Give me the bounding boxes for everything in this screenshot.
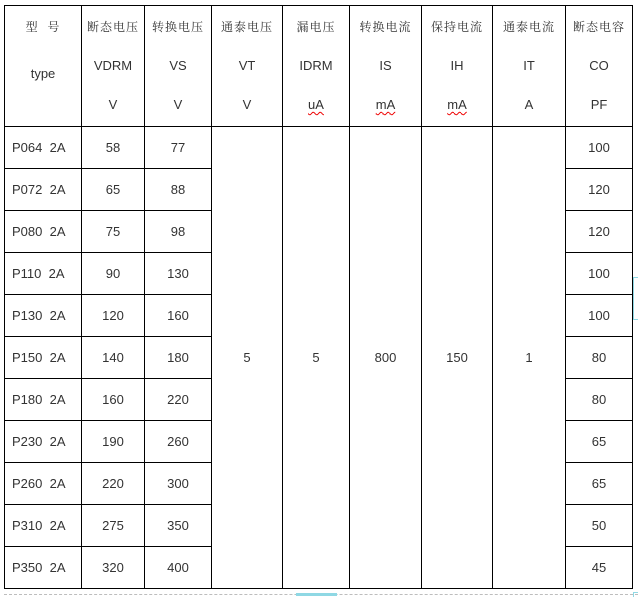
- cell-model: P072 2A: [5, 169, 82, 211]
- cell-vdrm: 275: [82, 505, 145, 547]
- cell-vs: 98: [145, 211, 212, 253]
- cell-it-merged: 1: [493, 127, 566, 589]
- spec-table: [4, 5, 633, 589]
- cell-model: P130 2A: [5, 295, 82, 337]
- cell-co: 100: [566, 253, 633, 295]
- col-header-co: [566, 6, 633, 127]
- col-header-vs: [145, 6, 212, 127]
- cell-model: P350 2A: [5, 547, 82, 589]
- cell-is-merged: 800: [350, 127, 422, 589]
- header-title-cn: 保持电流: [430, 20, 483, 34]
- cutoff-element-right-edge: [633, 277, 638, 320]
- header-symbol: type: [30, 66, 56, 81]
- col-header-vdrm: [82, 6, 145, 127]
- header-unit: A: [524, 97, 534, 112]
- cell-vs: 88: [145, 169, 212, 211]
- col-header-ih: [422, 6, 493, 127]
- cell-vdrm: 160: [82, 379, 145, 421]
- header-title-cn: 通泰电流: [502, 20, 555, 34]
- cell-model: P080 2A: [5, 211, 82, 253]
- header-title-cn: 漏电压: [296, 20, 336, 34]
- header-unit-spellcheck: mA: [447, 97, 467, 112]
- cell-vdrm: 190: [82, 421, 145, 463]
- cell-model: P310 2A: [5, 505, 82, 547]
- cell-vs: 77: [145, 127, 212, 169]
- cutoff-element-bottom-corner: [633, 592, 638, 597]
- table-header-row: [5, 6, 633, 127]
- cell-vs: 300: [145, 463, 212, 505]
- cell-co: 65: [566, 463, 633, 505]
- header-unit: V: [173, 97, 183, 112]
- cell-vs: 260: [145, 421, 212, 463]
- table-row: [5, 127, 633, 169]
- cell-vs: 160: [145, 295, 212, 337]
- cell-co: 100: [566, 295, 633, 337]
- cell-co: 120: [566, 211, 633, 253]
- cell-vdrm: 90: [82, 253, 145, 295]
- header-title-cn: 断态电容: [572, 20, 625, 34]
- cyan-highlight-fragment: [296, 593, 337, 596]
- header-unit: V: [242, 97, 252, 112]
- cell-vdrm: 65: [82, 169, 145, 211]
- cell-co: 45: [566, 547, 633, 589]
- col-header-model: [5, 6, 82, 127]
- cell-vdrm: 140: [82, 337, 145, 379]
- cell-co: 100: [566, 127, 633, 169]
- cell-vdrm: 75: [82, 211, 145, 253]
- cell-vdrm: 58: [82, 127, 145, 169]
- cell-co: 120: [566, 169, 633, 211]
- header-title-cn: 转换电压: [151, 20, 204, 34]
- header-symbol: IS: [379, 58, 392, 73]
- cell-model: P230 2A: [5, 421, 82, 463]
- header-symbol: IT: [523, 58, 535, 73]
- header-unit-spellcheck: uA: [308, 97, 324, 112]
- cell-vdrm: 220: [82, 463, 145, 505]
- cell-co: 50: [566, 505, 633, 547]
- cell-model: P150 2A: [5, 337, 82, 379]
- cell-co: 80: [566, 337, 633, 379]
- header-symbol: VS: [169, 58, 187, 73]
- header-unit: PF: [590, 97, 608, 112]
- cell-model: P180 2A: [5, 379, 82, 421]
- cell-vdrm: 120: [82, 295, 145, 337]
- header-symbol: VDRM: [93, 58, 133, 73]
- header-title-cn: 型 号: [25, 20, 61, 34]
- header-symbol: IH: [450, 58, 464, 73]
- cell-co: 80: [566, 379, 633, 421]
- cell-vt-merged: 5: [212, 127, 283, 589]
- cell-ih-merged: 150: [422, 127, 493, 589]
- col-header-idrm: [283, 6, 350, 127]
- col-header-vt: [212, 6, 283, 127]
- cell-vs: 400: [145, 547, 212, 589]
- cell-vdrm: 320: [82, 547, 145, 589]
- header-title-cn: 通泰电压: [220, 20, 273, 34]
- cell-model: P110 2A: [5, 253, 82, 295]
- header-symbol: CO: [589, 58, 609, 73]
- cell-model: P260 2A: [5, 463, 82, 505]
- header-symbol: IDRM: [299, 58, 333, 73]
- cell-vs: 220: [145, 379, 212, 421]
- cell-vs: 180: [145, 337, 212, 379]
- header-title-cn: 转换电流: [359, 20, 412, 34]
- cell-vs: 130: [145, 253, 212, 295]
- col-header-it: [493, 6, 566, 127]
- header-unit: V: [108, 97, 118, 112]
- header-symbol: VT: [238, 58, 256, 73]
- col-header-is: [350, 6, 422, 127]
- cell-vs: 350: [145, 505, 212, 547]
- cell-idrm-merged: 5: [283, 127, 350, 589]
- header-title-cn: 断态电压: [86, 20, 139, 34]
- cell-model: P064 2A: [5, 127, 82, 169]
- header-unit-spellcheck: mA: [375, 97, 396, 112]
- cell-co: 65: [566, 421, 633, 463]
